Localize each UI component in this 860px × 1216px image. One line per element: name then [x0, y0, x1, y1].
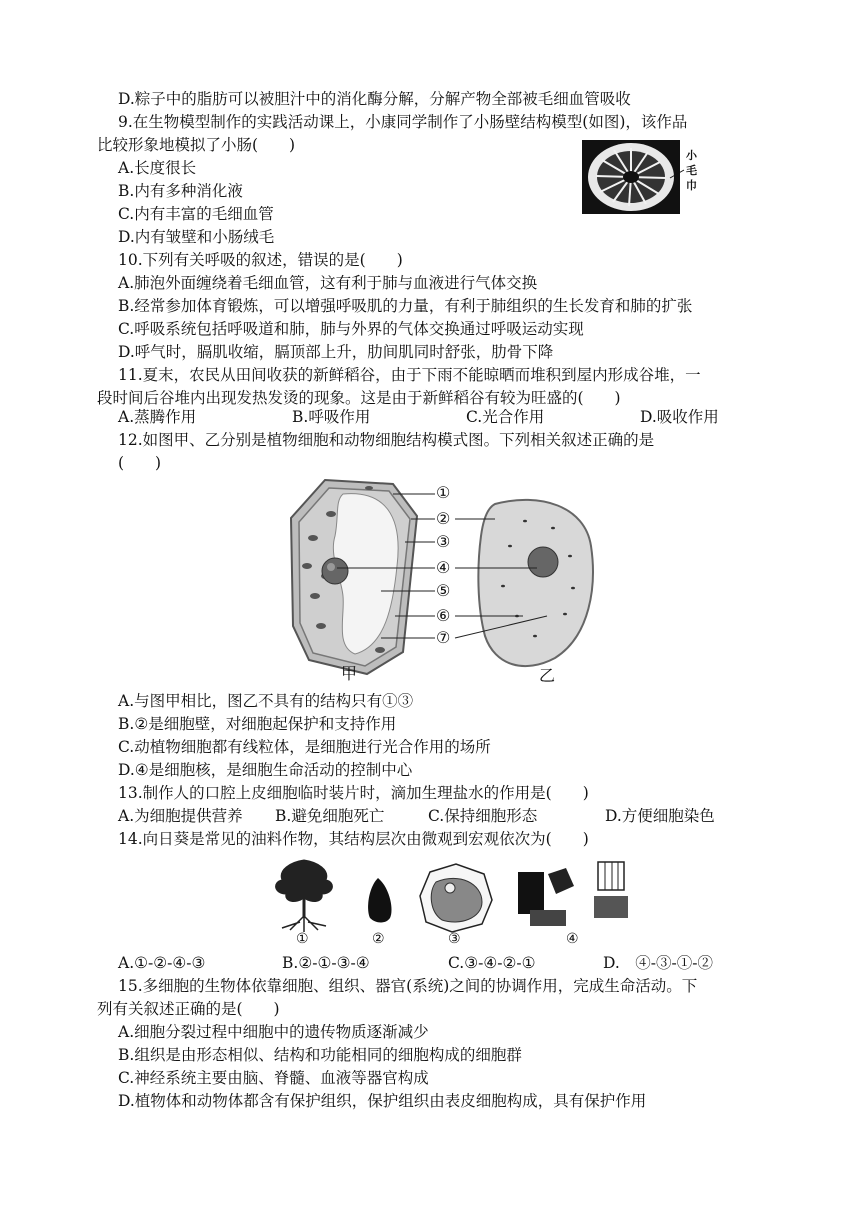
- q11-stem-line1: 11.夏末，农民从田间收获的新鲜稻谷，由于下雨不能晾晒而堆积到屋内形成谷堆，一: [118, 366, 701, 384]
- q14-option-b: B.②-①-③-④: [282, 954, 370, 972]
- cell-structure-figure: [285, 476, 605, 688]
- q10-option-d: D.呼气时，膈肌收缩，膈顶部上升，肋间肌同时舒张，肋骨下降: [118, 343, 554, 361]
- q14-option-d: D. ④-③-①-②: [603, 954, 714, 972]
- q13-option-a: A.为细胞提供营养: [118, 807, 243, 825]
- cell-label-3: ③: [436, 532, 451, 551]
- q11-option-b: B.呼吸作用: [292, 408, 371, 426]
- q9-option-d: D.内有皱壁和小肠绒毛: [118, 228, 275, 246]
- q15-option-d: D.植物体和动物体都含有保护组织，保护组织由表皮细胞构成，具有保护作用: [118, 1092, 647, 1110]
- q13-option-b: B.避免细胞死亡: [275, 807, 385, 825]
- q15-stem-line1: 15.多细胞的生物体依靠细胞、组织、器官(系统)之间的协调作用，完成生命活动。下: [118, 977, 698, 995]
- cell-label-5: ⑤: [436, 581, 451, 600]
- q15-option-a: A.细胞分裂过程中细胞中的遗传物质逐渐减少: [118, 1023, 429, 1041]
- q13-option-c: C.保持细胞形态: [428, 807, 538, 825]
- q14-option-c: C.③-④-②-①: [448, 954, 536, 972]
- q13-stem: 13.制作人的口腔上皮细胞临时装片时，滴加生理盐水的作用是( ): [118, 784, 589, 802]
- cell-label-7: ⑦: [436, 628, 451, 647]
- intestine-model-figure: [580, 138, 710, 216]
- level-label-2: ②: [372, 931, 385, 947]
- q11-option-c: C.光合作用: [466, 408, 545, 426]
- intestine-figure-label: 小毛巾: [686, 149, 697, 192]
- q10-option-c: C.呼吸系统包括呼吸道和肺，肺与外界的气体交换通过呼吸运动实现: [118, 320, 584, 338]
- q11-option-d: D.吸收作用: [640, 408, 719, 426]
- q9-option-a: A.长度很长: [118, 159, 197, 177]
- q12-option-b: B.②是细胞壁，对细胞起保护和支持作用: [118, 715, 397, 733]
- q14-option-a: A.①-②-④-③: [118, 954, 206, 972]
- q15-option-b: B.组织是由形态相似、结构和功能相同的细胞构成的细胞群: [118, 1046, 522, 1064]
- sunflower-levels-figure: [260, 852, 640, 948]
- q12-stem-line1: 12.如图甲、乙分别是植物细胞和动物细胞结构模式图。下列相关叙述正确的是: [118, 431, 655, 449]
- level-label-3: ③: [448, 931, 461, 947]
- q11-stem-line2: 段时间后谷堆内出现发热发烫的现象。这是由于新鲜稻谷有较为旺盛的( ): [97, 389, 621, 407]
- q10-option-a: A.肺泡外面缠绕着毛细血管，这有利于肺与血液进行气体交换: [118, 274, 538, 292]
- level-label-4: ④: [566, 931, 579, 947]
- q15-stem-line2: 列有关叙述正确的是( ): [97, 1000, 280, 1018]
- q8-option-d: D.粽子中的脂肪可以被胆汁中的消化酶分解，分解产物全部被毛细血管吸收: [118, 90, 631, 108]
- q9-option-c: C.内有丰富的毛细血管: [118, 205, 274, 223]
- q9-stem-line2: 比较形象地模拟了小肠( ): [97, 136, 296, 154]
- q12-option-d: D.④是细胞核，是细胞生命活动的控制中心: [118, 761, 413, 779]
- q14-stem: 14.向日葵是常见的油料作物，其结构层次由微观到宏观依次为( ): [118, 830, 589, 848]
- q10-stem: 10.下列有关呼吸的叙述，错误的是( ): [118, 251, 403, 269]
- cell-label-4: ④: [436, 558, 451, 577]
- q12-option-a: A.与图甲相比，图乙不具有的结构只有①③: [118, 692, 414, 710]
- q11-option-a: A.蒸腾作用: [118, 408, 197, 426]
- q9-stem-line1: 9.在生物模型制作的实践活动课上，小康同学制作了小肠壁结构模型(如图)，该作品: [118, 113, 688, 131]
- cell-label-6: ⑥: [436, 606, 451, 625]
- q10-option-b: B.经常参加体育锻炼，可以增强呼吸肌的力量，有利于肺组织的生长发育和肺的扩张: [118, 297, 693, 315]
- plant-cell-caption: 甲: [341, 664, 358, 683]
- q9-option-b: B.内有多种消化液: [118, 182, 243, 200]
- q12-option-c: C.动植物细胞都有线粒体，是细胞进行光合作用的场所: [118, 738, 491, 756]
- q15-option-c: C.神经系统主要由脑、脊髓、血液等器官构成: [118, 1069, 429, 1087]
- cell-label-2: ②: [436, 509, 451, 528]
- level-label-1: ①: [296, 931, 309, 947]
- q12-stem-line2: ( ): [118, 454, 162, 472]
- animal-cell-caption: 乙: [539, 666, 556, 685]
- q13-option-d: D.方便细胞染色: [605, 807, 715, 825]
- cell-label-1: ①: [436, 483, 451, 502]
